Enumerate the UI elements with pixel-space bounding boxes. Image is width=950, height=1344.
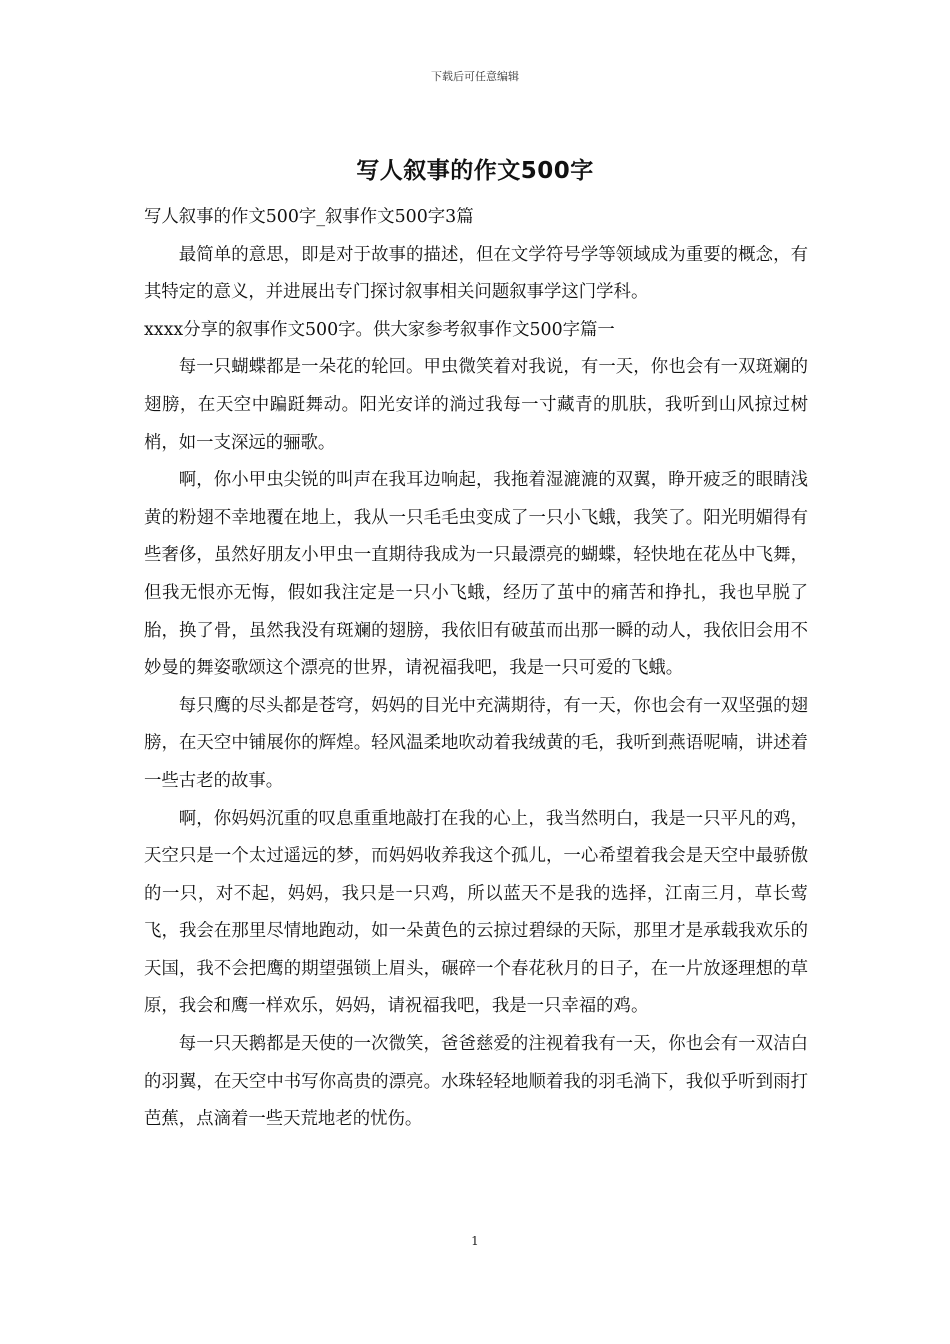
paragraph-moth: 啊，你小甲虫尖锐的叫声在我耳边响起，我拖着湿漉漉的双翼，睁开疲乏的眼睛浅黄的粉翅不幸地覆在地上，我从一只毛毛虫变成了一只小飞蛾，我笑了。阳光明媚得有些奢侈，虽然好朋友小甲虫一直期待我成为一只最漂亮的蝴蝶，轻快地在花丛中飞舞，但我无恨亦无悔，假如我注定是一只小飞蛾，经历了茧中的痛苦和挣扎，我也早脱了胎，换了骨，虽然我没有斑斓的翅膀，我依旧有破茧而出那一瞬的动人，我依旧会用不妙曼的舞姿歌颂这个漂亮的世界，请祝福我吧，我是一只可爱的飞蛾。: [144, 470, 808, 679]
subtitle-line: 写人叙事的作文500字_叙事作文500字3篇: [144, 207, 474, 227]
document-title: 写人叙事的作文500字: [356, 158, 594, 184]
paragraph-intro: 最简单的意思，即是对于故事的描述，但在文学符号学等领域成为重要的概念，有其特定的意义，并进展出专门探讨叙事相关问题叙事学这门学科。: [144, 244, 808, 303]
paragraph-swan: 每一只天鹅都是天使的一次微笑，爸爸慈爱的注视着我有一天，你也会有一双洁白的羽翼，在天空中书写你高贵的漂亮。水珠轻轻地顺着我的羽毛淌下，我似乎听到雨打芭蕉，点滴着一些天荒地老的忧伤。: [144, 1034, 808, 1130]
paragraph-butterfly: 每一只蝴蝶都是一朵花的轮回。甲虫微笑着对我说，有一天，你也会有一双斑斓的翅膀，在天空中蹁跹舞动。阳光安详的淌过我每一寸藏青的肌肤，我听到山风掠过树梢，如一支深远的骊歌。: [144, 357, 808, 453]
paragraph-chicken: 啊，你妈妈沉重的叹息重重地敲打在我的心上，我当然明白，我是一只平凡的鸡，天空只是一个太过遥远的梦，而妈妈收养我这个孤儿，一心希望着我会是天空中最骄傲的一只，对不起，妈妈，我只是一只鸡，所以蓝天不是我的选择，江南三月，草长莺飞，我会在那里尽情地跑动，如一朵黄色的云掠过碧绿的天际，那里才是承载我欢乐的天国，我不会把鹰的期望强锁上眉头，碾碎一个春花秋月的日子，在一片放逐理想的草原，我会和鹰一样欢乐，妈妈，请祝福我吧，我是一只幸福的鸡。: [144, 808, 808, 1017]
page-number: 1: [471, 1234, 479, 1248]
paragraph-eagle: 每只鹰的尽头都是苍穹，妈妈的目光中充满期待，有一天，你也会有一双坚强的翅膀，在天空中铺展你的辉煌。轻风温柔地吹动着我绒黄的毛，我听到燕语呢喃，讲述着一些古老的故事。: [144, 695, 808, 791]
header-note: 下载后可任意编辑: [431, 70, 519, 83]
document-body: [144, 199, 808, 1139]
paragraph-share-note: xxxx分享的叙事作文500字。供大家参考叙事作文500字篇一: [144, 319, 615, 340]
